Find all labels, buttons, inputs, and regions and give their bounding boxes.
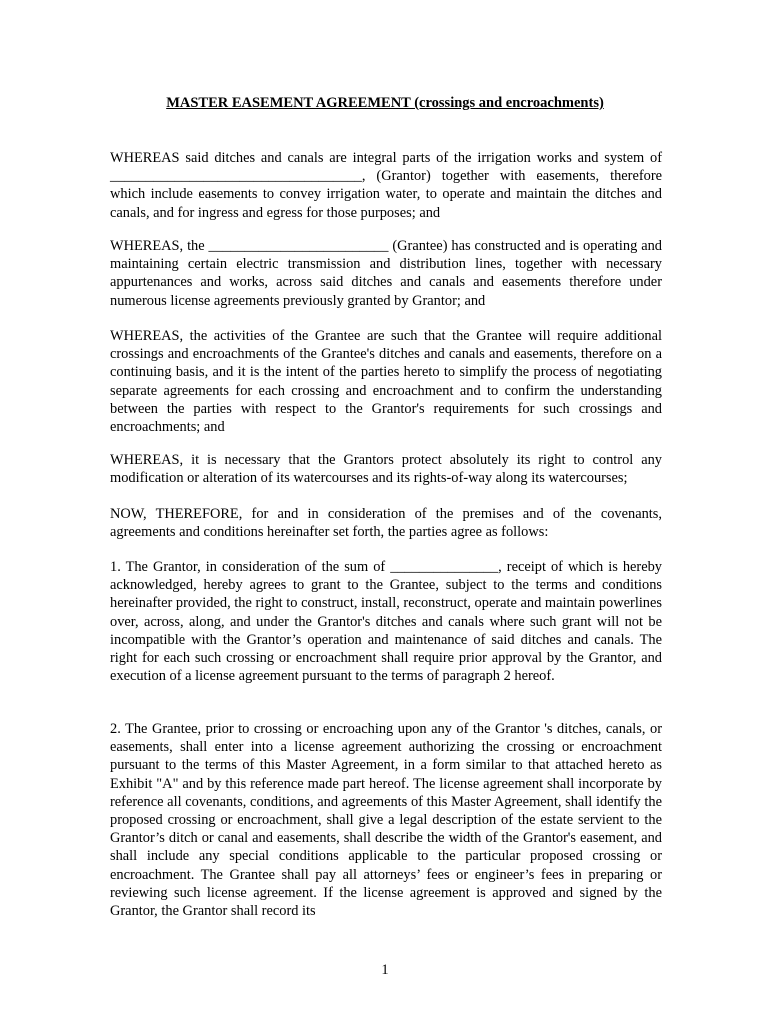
paragraph-now-therefore: NOW, THEREFORE, for and in consideration of the premises and of the covenants, agreements and conditions hereinafter set forth, the parties agree as follows: (110, 506, 662, 541)
paragraph-whereas-grantee-lines: WHEREAS, the _________________________ (Grantee) has constructed and is operating and maintaining certain electric transmission and distribution lines, together with necessary appurtenances and works, across said ditches and canals and easements therefore under numerous license agreements previously granted by Grantor; and (110, 238, 662, 309)
page-number: 1 (381, 962, 389, 978)
paragraph-section-1: 1. The Grantor, in consideration of the sum of _______________, receipt of which is hereby acknowledged, hereby agrees to grant to the Grantee, subject to the terms and conditions hereinafter provided, the right to construct, install, reconstruct, operate and maintain powerlines over, across, along, and under the Grantor's ditches and canals where such grant will not be incompatible with the Grantor’s operation and maintenance of said ditches and canals. The right for each such crossing or encroachment shall require prior approval by the Grantor, and execution of a license agreement pursuant to the terms of paragraph 2 hereof. (110, 559, 662, 685)
paragraph-whereas-activities: WHEREAS, the activities of the Grantee are such that the Grantee will require additional crossings and encroachments of the Grantee's ditches and canals and easements, therefore on a continuing basis, and it is the intent of the parties hereto to simplify the process of negotiating separate agreements for each crossing and encroachment and to confirm the understanding between the parties with respect to the Grantor's requirements for such crossings and encroachments; and (110, 328, 662, 436)
paragraph-whereas-ditches: WHEREAS said ditches and canals are integral parts of the irrigation works and system of ___________________________________, (Grantor) together with easements, therefore which include easements to convey irrigation water, to operate and maintain the ditches and canals, and for ingress and egress for those purposes; and (110, 150, 662, 221)
paragraph-section-2: 2. The Grantee, prior to crossing or encroaching upon any of the Grantor 's ditches, canals, or easements, shall enter into a license agreement authorizing the crossing or encroachment pursuant to the terms of this Master Agreement, in a form similar to that attached hereto as Exhibit "A" and by this reference made part hereof. The license agreement shall incorporate by reference all covenants, conditions, and agreements of this Master Agreement, shall identify the proposed crossing or encroachment, shall give a legal description of the estate servient to the Grantor’s ditch or canal and easements, shall describe the width of the Grantor's easement, and shall include any special conditions applicable to the particular proposed crossing or encroachment. The Grantee shall pay all attorneys’ fees or engineer’s fees in preparing or reviewing such license agreement. If the license agreement is approved and signed by the Grantor, the Grantor shall record its (110, 721, 662, 920)
document-title: MASTER EASEMENT AGREEMENT (crossings and encroachments) (166, 95, 604, 111)
paragraph-whereas-protect: WHEREAS, it is necessary that the Grantors protect absolutely its right to control any modification or alteration of its watercourses and its rights-of-way along its watercourses; (110, 452, 662, 487)
